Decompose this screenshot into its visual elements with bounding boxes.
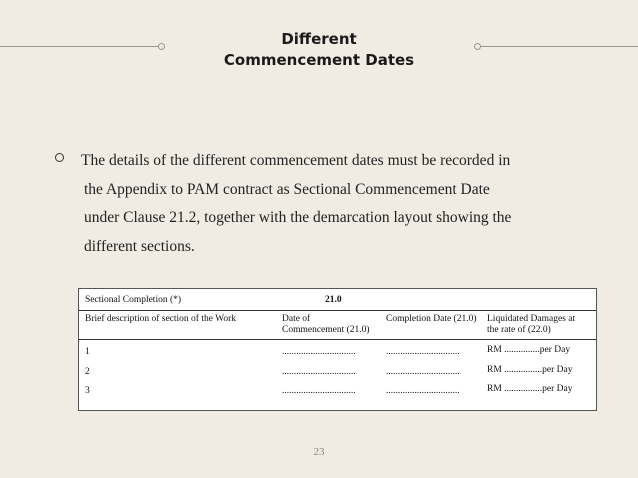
decorative-rule-left <box>0 46 160 47</box>
table-row-date: ............................... <box>282 386 356 396</box>
bullet-line-4: different sections. <box>84 237 195 255</box>
table-heading-left: Sectional Completion (*) <box>85 295 182 305</box>
table-row-rate: RM ...............per Day <box>487 345 571 355</box>
table-row-rate: RM ................per Day <box>487 384 573 394</box>
slide-title-line-1: Different <box>281 30 357 48</box>
page-number: 23 <box>313 446 325 458</box>
column-header-date-line1: Date of <box>282 314 311 324</box>
bullet-line-2: the Appendix to PAM contract as Sectional Commencement Date <box>84 180 490 198</box>
table-divider <box>79 339 596 340</box>
column-header-ld-line1: Liquidated Damages at <box>487 314 576 324</box>
slide-title-line-2: Commencement Dates <box>223 51 415 69</box>
table-row-date: ............................... <box>282 347 356 357</box>
table-row-completion: ............................... <box>386 347 460 357</box>
table-row-completion: ............................... <box>386 367 460 377</box>
column-header-completion: Completion Date (21.0) <box>386 314 477 324</box>
bullet-line-1: The details of the different commencement dates must be recorded in <box>81 152 511 169</box>
table-divider <box>79 310 596 311</box>
bullet-circle-icon <box>55 153 64 162</box>
slide-title <box>160 29 478 71</box>
table-row-number: 3 <box>85 386 90 396</box>
column-header-ld-line2: the rate of (22.0) <box>487 325 551 335</box>
table-row-rate: RM ................per Day <box>487 365 573 375</box>
table-row-date: ............................... <box>282 367 356 377</box>
sectional-completion-table <box>78 288 597 411</box>
table-row-number: 2 <box>85 367 90 377</box>
column-header-date-line2: Commencement (21.0) <box>282 325 370 335</box>
table-row-completion: ............................... <box>386 386 460 396</box>
column-header-description: Brief description of section of the Work <box>85 314 237 324</box>
table-row-number: 1 <box>85 347 90 357</box>
bullet-line-3: under Clause 21.2, together with the demarcation layout showing the <box>84 209 512 226</box>
bullet-item <box>55 147 595 261</box>
table-heading-center: 21.0 <box>325 295 342 305</box>
decorative-rule-right <box>478 46 638 47</box>
bullet-text <box>81 147 595 261</box>
